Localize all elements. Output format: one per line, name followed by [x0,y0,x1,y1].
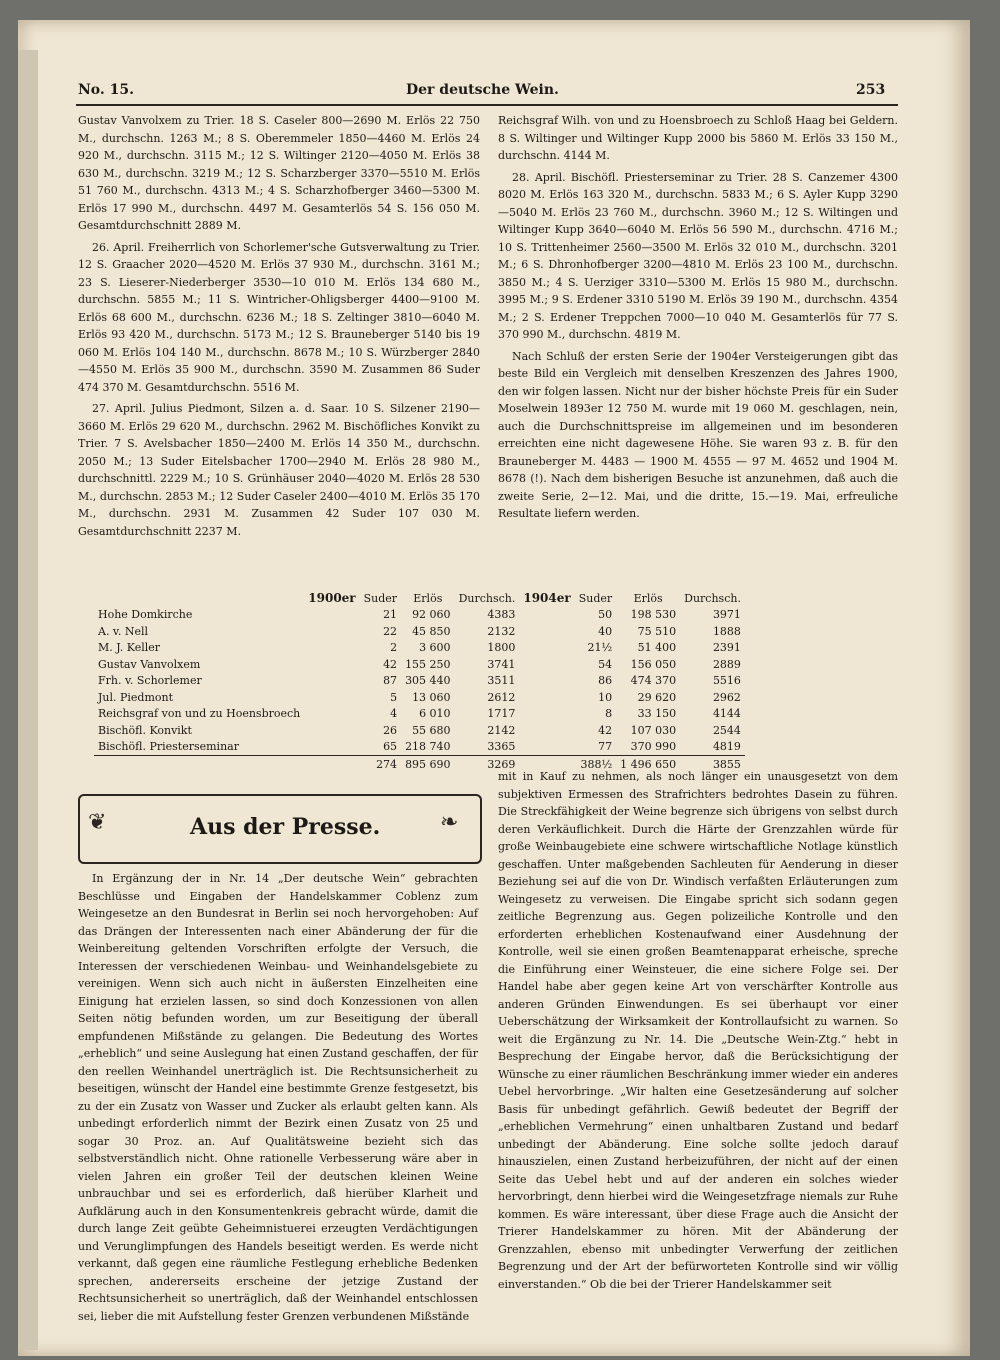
year-1900-header: 1900er [308,591,356,606]
table-cell: 2391 [712,641,741,655]
table-cell: 50 [598,608,613,622]
spacer-cell [519,706,574,723]
table-cell: 5516 [712,674,741,688]
table-cell: 26 [383,723,398,737]
estate-name: Hohe Domkirche [98,608,193,622]
page-number: 253 [856,82,886,98]
press-right-column [498,768,898,1297]
report-paragraph: 26. April. Freiherrlich von Schorlemer'sche Gutsverwaltung zu Trier. 12 S. Graacher 2020—4520 M. Erlös 37 930 M., durchschn. 3161 M.; 23 S. Lieserer-Niederberger 3530—10 010 M. Erlös 134 680 M., durchschn. 5855 M.; 11 S. Wintricher-Ohligsberger 4400—9100 M. Erlös 68 600 M., durchschn. 6236 M.; 18 S. Zeltinger 3810—6040 M. Erlös 93 420 M., durchschn. 5173 M.; 12 S. Brauneberger 5140 bis 19 060 M. Erlös 104 140 M., durchschn. 8678 M.; 10 S. Würzberger 2840—4550 M. Erlös 35 900 M., durchschn. 3590 M. Zusammen 86 Suder 474 370 M. Gesamtdurchschn. 5516 M. [78,240,480,394]
table-row [94,656,745,673]
estate-name: A. v. Nell [98,624,149,638]
spacer-cell [519,739,574,756]
spacer-cell [519,656,574,673]
report-paragraph: Gustav Vanvolxem zu Trier. 18 S. Caseler 800—2690 M. Erlös 22 750 M., durchschn. 1263 M.; 8 S. Oberemmeler 1850—4460 M. Erlös 24 920 M., durchschn. 3115 M.; 12 S. Wiltinger 2120—4050 M. Erlös 38 630 M., durchschn. 3219 M.; 12 S. Scharzberger 3370—5510 M. Erlös 51 760 M., durchschn. 4313 M.; 4 S. Scharzhofberger 3460—5300 M. Erlös 17 990 M., durchschn. 4497 M. Gesamterlös 54 S. 156 050 M. Gesamtdurchschnitt 2889 M. [78,114,480,232]
report-paragraph: Nach Schluß der ersten Serie der 1904er Versteigerungen gibt das beste Bild ein Vergleich mit denselben Kreszenzen des Jahres 1900, den wir folgen lassen. Nicht nur der bisher höchste Preis für ein Suder Moselwein 1893er 12 750 M. wurde mit 19 060 M. geschlagen, nein, auch die Durchschnittspreise im allgemeinen und im besonderen erreichten eine nicht dagewesene Höhe. Sie waren 93 z. B. für den Brauneberger M. 4483 — 1900 M. 4555 — 97 M. 4652 und 1904 M. 8678 (!). Nach dem bisherigen Besuche ist anzunehmen, daß auch die zweite Serie, 2—12. Mai, und die dritte, 15.—19. Mai, erfreuliche Resultate liefern werden. [498,349,898,520]
col-suder-1904: Suder [578,591,613,605]
table-cell: 3511 [487,674,516,688]
table-cell: 42 [383,657,398,671]
table-row [94,689,745,706]
spacer-cell [304,689,359,706]
table-cell: 3365 [487,740,516,754]
issue-number: No. 15. [78,82,134,98]
table-cell: 87 [383,674,398,688]
table-cell: 3 600 [419,641,451,655]
table-cell: 3741 [487,657,516,671]
table-cell: 2962 [712,690,741,704]
left-column-report [78,112,480,544]
total-cell: 388½ [575,756,616,773]
table-cell: 2612 [487,690,516,704]
table-cell: 10 [598,690,613,704]
section-title: Aus der Presse. [190,814,381,840]
table-cell: 3971 [712,608,741,622]
table-cell: 13 060 [412,690,451,704]
page-gutter [18,50,38,1350]
table-cell: 40 [598,624,613,638]
spacer-cell [519,673,574,690]
ornament-icon: ❦ [88,810,107,835]
spacer-cell [304,756,359,773]
ornament-icon: ❧ [440,810,459,835]
table-cell: 1888 [712,624,741,638]
spacer-cell [304,640,359,657]
year-1904-header: 1904er [523,591,571,606]
estate-name: Frh. v. Schorlemer [98,674,202,688]
table-row [94,640,745,657]
table-cell: 45 850 [412,624,451,638]
press-paragraph: mit in Kauf zu nehmen, als noch länger ein unausgesetzt von dem subjektiven Ermessen des Strafrichters bedrohtes Dasein zu führen. Die Streckfähigkeit der Weine begrenze sich übrigens von selbst durch deren Verkäuflichkeit. Durch die Härte der Grenzzahlen würde für große Weinbaugebiete eine schwere wirtschaftliche Notlage künstlich geschaffen. Unter maßgebenden Sachleuten für Aenderung in dieser Beziehung sei auf die von Dr. Windisch verfaßten Erläuterungen zum Weingesetz zu verweisen. Die Eingabe spricht sich sodann gegen zeitliche Begrenzung aus. Gegen polizeiliche Kontrolle und den erforderten erheblichen Kostenaufwand einer Ausdehnung der Kontrolle, weil sie einen großen Beamtenapparat erheische, spreche die Einführung einer Weinsteuer, die eine sichere Folge sei. Der Handel habe aber gegen keine Art von verschärfter Kontrolle aus anderen Gründen Einwendungen. Es sei überhaupt vor einer Ueberschätzung der Wirksamkeit der Kontrollaufsicht zu warnen. So weit die Ergänzung zu Nr. 14. Die „Deutsche Wein-Ztg.“ hebt in Besprechung der Eingabe hervor, daß die Berücksichtigung der Wünsche zu einer räumlichen Beschränkung immer wieder ein anderes Uebel hervorbringe. „Wir halten eine Gesetzesänderung auf solcher Basis für unbedingt gefährlich. Gewiß bedeutet der Begriff der „erheblichen Vermehrung“ einen unhaltbaren Zustand und bedarf unbedingt der Abänderung. Eine solche sollte jedoch darauf hinauszielen, einen Zustand herbeizuführen, der nicht auf der einen Seite das Uebel hebt und auf der anderen ein solches wieder hervorbringt, denn hierbei wird die Weingesetzfrage niemals zur Ruhe kommen. Es wäre interessant, über diese Frage auch die Ansicht der Trierer Handelskammer zu hören. Mit der Abänderung der Grenzzahlen, ebenso mit unbedingter Verwerfung der zeitlichen Begrenzung und der Art der befürworteten Kontrolle sind wir völlig einverstanden.“ Ob die bei der Trierer Handelskammer seit [498,770,898,1291]
table-cell: 305 440 [405,674,451,688]
table-cell: 155 250 [405,657,451,671]
table-cell: 370 990 [630,740,677,754]
journal-title: Der deutsche Wein. [406,82,559,98]
spacer-cell [519,607,574,624]
estate-name: Bischöfl. Priesterseminar [98,740,239,754]
table-cell: 92 060 [412,608,451,622]
spacer-cell [519,623,574,640]
table-cell: 6 010 [419,707,451,721]
table-cell: 54 [598,657,613,671]
col-durch-1904: Durchsch. [684,591,741,605]
table-cell: 21½ [587,641,613,655]
total-cell: 1 496 650 [616,756,680,773]
spacer-cell [519,722,574,739]
table-cell: 218 740 [405,740,451,754]
table-cell: 4383 [487,608,516,622]
table-cell: 75 510 [637,624,677,638]
table-cell: 2132 [487,624,516,638]
table-cell: 29 620 [637,690,677,704]
table-cell: 1800 [487,641,516,655]
table-cell: 107 030 [630,723,677,737]
estate-name: M. J. Keller [98,641,161,655]
report-paragraph: 27. April. Julius Piedmont, Silzen a. d. Saar. 10 S. Silzener 2190—3660 M. Erlös 29 620 M., durchschn. 2962 M. Bischöfliches Konvikt zu Trier. 7 S. Avelsbacher 1850—2400 M. Erlös 14 350 M., durchschn. 2050 M.; 13 Suder Eitelsbacher 1700—2940 M. Erlös 28 980 M., durchschnittl. 2229 M.; 10 S. Grünhäuser 2040—4020 M. Erlös 28 530 M., durchschn. 2853 M.; 12 Suder Caseler 2400—4010 M. Erlös 35 170 M., durchschn. 2931 M. Zusammen 42 Suder 107 030 M. Gesamtdurchschnitt 2237 M. [78,402,480,538]
table-cell: 21 [383,608,398,622]
table-cell: 8 [605,707,613,721]
table-cell: 1717 [487,707,516,721]
comparison-table [94,590,894,773]
table-cell: 33 150 [637,707,677,721]
table-cell: 4 [390,707,398,721]
newspaper-page [18,20,970,1356]
section-banner [78,794,482,864]
total-cell: 274 [360,756,401,773]
table-cell: 2142 [487,723,516,737]
col-durch-1900: Durchsch. [458,591,516,605]
report-paragraph: Reichsgraf Wilh. von und zu Hoensbroech zu Schloß Haag bei Geldern. 8 S. Wiltinger und Wiltinger Kupp 2000 bis 5860 M. Erlös 33 150 M., durchschn. 4144 M. [498,114,898,162]
table-cell: 2544 [712,723,741,737]
table-row [94,607,745,624]
col-erloes-1900: Erlös [413,591,443,605]
table-cell: 65 [383,740,398,754]
col-suder-1900: Suder [363,591,398,605]
table-cell: 198 530 [630,608,677,622]
table-cell: 77 [598,740,613,754]
total-cell: 3855 [680,756,745,773]
table-cell: 22 [383,624,398,638]
spacer-cell [304,673,359,690]
table-cell: 42 [598,723,613,737]
right-column-report [498,112,898,527]
table-cell: 5 [390,690,398,704]
table-row [94,739,745,756]
total-cell: 895 690 [401,756,455,773]
estate-name: Gustav Vanvolxem [98,657,201,671]
col-erloes-1904: Erlös [633,591,663,605]
table-cell: 4144 [712,707,741,721]
header-rule [76,104,898,106]
spacer-cell [519,689,574,706]
table-cell: 86 [598,674,613,688]
spacer-cell [304,722,359,739]
table-cell: 2 [390,641,398,655]
spacer-cell [304,656,359,673]
spacer-cell [304,623,359,640]
table-cell: 2889 [712,657,741,671]
spacer-cell [304,739,359,756]
table-cell: 55 680 [412,723,451,737]
report-paragraph: 28. April. Bischöfl. Priesterseminar zu Trier. 28 S. Canzemer 4300 8020 M. Erlös 163 320 M., durchschn. 5833 M.; 6 S. Ayler Kupp 3290—5040 M. Erlös 23 760 M., durchschn. 3960 M.; 12 S. Wiltingen und Wiltinger Kupp 3640—6040 M. Erlös 56 590 M., durchschn. 4716 M.; 10 S. Trittenheimer 2560—3500 M. Erlös 32 010 M., durchschn. 3201 M.; 6 S. Dhronhofberger 3200—4810 M. Erlös 23 100 M., durchschn. 3850 M.; 4 S. Uerziger 3310—5300 M. Erlös 15 980 M., durchschn. 3995 M.; 9 S. Erdener 3310 5190 M. Erlös 39 190 M., durchschn. 4354 M.; 2 S. Erdener Treppchen 7000—10 040 M. Gesamterlös für 77 S. 370 990 M., durchschn. 4819 M. [498,170,898,341]
table-cell: 156 050 [630,657,677,671]
table-row [94,623,745,640]
spacer-cell [304,706,359,723]
total-cell: 3269 [455,756,520,773]
table-row [94,706,745,723]
spacer-cell [94,756,304,773]
press-paragraph: In Ergänzung der in Nr. 14 „Der deutsche Wein“ gebrachten Beschlüsse und Eingaben der Handelskammer Coblenz zum Weingesetze an den Bundesrat in Berlin sei noch hervorgehoben: Auf das Drängen der Interessenten nach einer Abänderung der für die Weinbereitung geltenden Vorschriften erfolgte der Versuch, die Interessen der verschiedenen Weinbau- und Weinhandelsgebiete zu vereinigen. Wenn sich auch nicht in äußersten Einzelheiten eine Einigung hat erzielen lassen, so sind doch Konzessionen von allen Seiten nötig befunden worden, um zur Beseitigung der überall empfundenen Mißstände zu gelangen. Die Bedeutung des Wortes „erheblich“ und seine Auslegung hat einen Zustand geschaffen, der für den reellen Weinhandel unerträglich ist. Die Rechtsunsicherheit zu beseitigen, wünscht der Handel eine bestimmte Grenze festgesetzt, bis zu der ein Zusatz von Wasser und Zucker als erlaubt gelten kann. Als unbedingt erforderlich nimmt der Bezirk einen Zusatz von 25 und sogar 30 Proz. an. Auf Qualitätsweine bezieht sich das selbstverständlich nicht. Ohne rationelle Verbesserung wäre aber in vielen Jahren ein großer Teil der deutschen kleinen Weine unbrauchbar und sei es erforderlich, daß hierüber Klarheit und Aufklärung auch in den Konsumentenkreis gebracht würde, damit die durch lange Zeit geübte Geheimnistuerei erzeugten Verdächtigungen und Verunglimpfungen des Handels beseitigt werden. Es werde nicht verkannt, daß gegen eine räumliche Festlegung erhebliche Bedenken sprechen, andererseits erscheine der jetzige Zustand der Rechtsunsicherheit so unerträglich, daß der Weinhandel entschlossen sei, lieber die mit Aufstellung fester Grenzen verbundenen Mißstände [78,872,478,1323]
estate-name: Jul. Piedmont [98,690,174,704]
estate-name: Bischöfl. Konvikt [98,723,192,737]
table-cell: 51 400 [637,641,677,655]
press-left-column [78,870,478,1329]
table-cell: 4819 [712,740,741,754]
table-cell: 474 370 [630,674,677,688]
table-row [94,673,745,690]
estate-name: Reichsgraf von und zu Hoensbroech [98,707,301,721]
spacer-cell [304,607,359,624]
table-row [94,722,745,739]
spacer-cell [519,640,574,657]
